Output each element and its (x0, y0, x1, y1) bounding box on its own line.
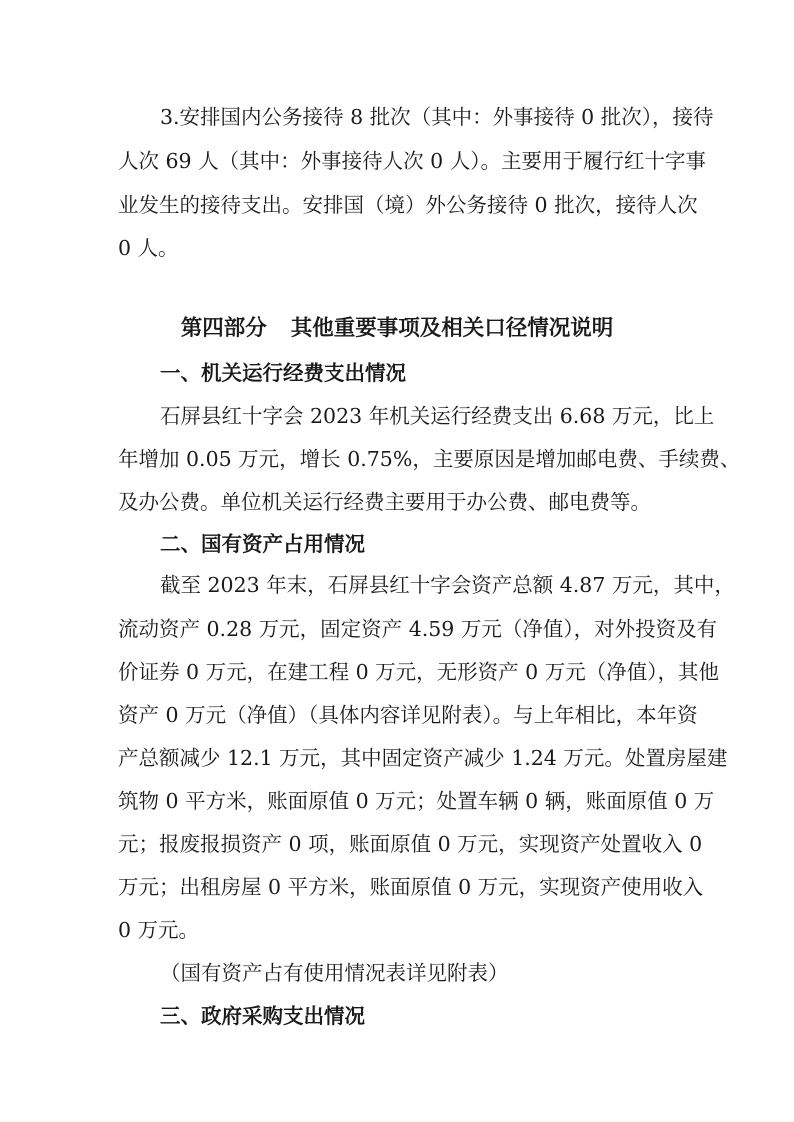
paragraph-line: 筑物 0 平方米，账面原值 0 万元；处置车辆 0 辆，账面原值 0 万 (118, 789, 715, 813)
part-number: 第四部分 (180, 316, 267, 341)
paragraph-line: 3.安排国内公务接待 8 批次（其中：外事接待 0 批次），接待 (160, 105, 714, 129)
paragraph-line: 万元；出租房屋 0 平方米，账面原值 0 万元，实现资产使用收入 (118, 875, 704, 899)
paragraph-line: 及办公费。单位机关运行经费主要用于办公费、邮电费等。 (118, 490, 651, 514)
paragraph-line: 截至 2023 年末，石屏县红十字会资产总额 4.87 万元，其中， (160, 573, 735, 597)
paragraph-line: 年增加 0.05 万元，增长 0.75%，主要原因是增加邮电费、手续费、 (118, 447, 741, 471)
table-reference-note: （国有资产占有使用情况表详见附表） (160, 961, 509, 985)
paragraph-line: 价证券 0 万元，在建工程 0 万元，无形资产 0 万元（净值），其他 (118, 660, 719, 684)
paragraph-line: 0 万元。 (118, 918, 200, 942)
paragraph-line: 流动资产 0.28 万元，固定资产 4.59 万元（净值），对外投资及有 (118, 617, 718, 641)
paragraph-line: 业发生的接待支出。安排国（境）外公务接待 0 批次，接待人次 (118, 193, 698, 217)
part-title (118, 314, 676, 344)
paragraph-line: 资产 0 万元（净值）（具体内容详见附表）。与上年相比，本年资 (118, 703, 698, 727)
paragraph-line: 石屏县红十字会 2023 年机关运行经费支出 6.68 万元，比上 (160, 404, 715, 428)
paragraph-line: 人次 69 人（其中：外事接待人次 0 人）。主要用于履行红十字事 (118, 149, 706, 173)
section-heading: 一、机关运行经费支出情况 (160, 361, 406, 385)
section-heading: 三、政府采购支出情况 (160, 1004, 365, 1028)
section-heading: 二、国有资产占用情况 (160, 532, 365, 556)
paragraph-line: 0 人。 (118, 236, 179, 260)
paragraph-line: 元；报废报损资产 0 项，账面原值 0 万元，实现资产处置收入 0 (118, 832, 703, 856)
paragraph-line: 产总额减少 12.1 万元，其中固定资产减少 1.24 万元。处置房屋建 (118, 746, 728, 770)
part-name: 其他重要事项及相关口径情况说明 (290, 316, 614, 341)
